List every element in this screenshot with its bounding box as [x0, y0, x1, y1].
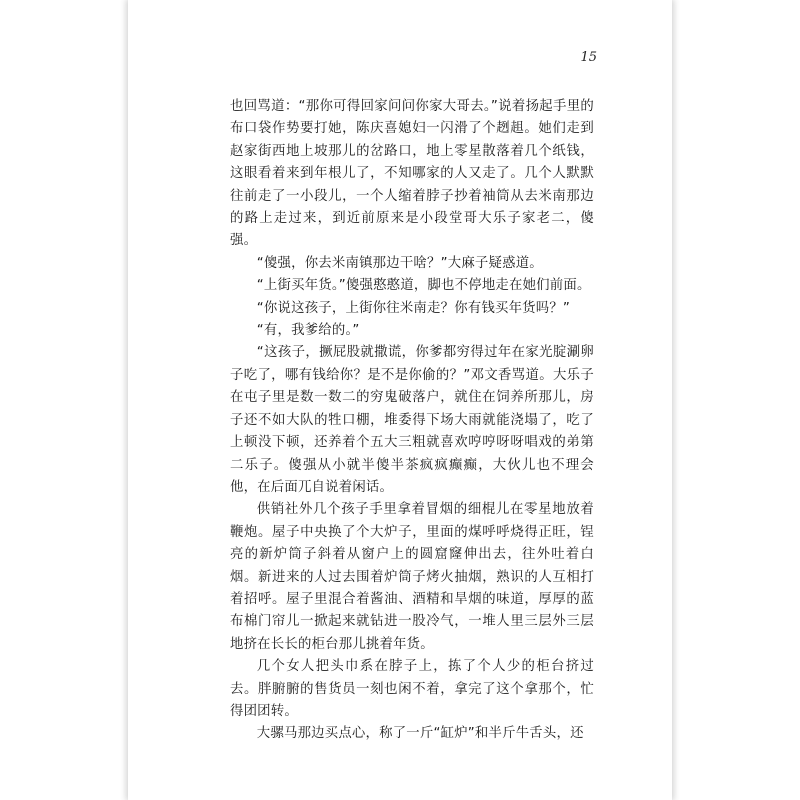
body-text: [230, 96, 594, 746]
paragraph: “你说这孩子，上街你往米南走？你有钱买年货吗？”: [256, 300, 571, 316]
book-page: [128, 0, 672, 800]
paragraph: 大骡马那边买点心，称了一斤“缸炉”和半斤牛舌头，还: [256, 726, 584, 742]
paragraph: “傻强，你去米南镇那边干啥？”大麻子疑惑道。: [256, 255, 543, 271]
paragraph: “有，我爹给的。”: [256, 323, 360, 339]
paragraph: “上街买年货。”傻强憨憨道，脚也不停地走在她们前面。: [256, 278, 591, 294]
paragraph: 也回骂道：“那你可得回家问问你家大哥去。”说着扬起手里的布口袋作势要打她，陈庆喜媳妇一闪滑了个趔趄。她们走到赵家街西地上坡那儿的岔路口，地上零星散落着几个纸钱，这眼看着来到年根儿了，不知哪家的人又走了。几个人默默往前走了一小段儿，一个人缩着脖子抄着袖筒从去米南那边的路上走过来，到近前原来是小段堂哥大乐子家老二，傻强。: [230, 99, 594, 249]
paragraph: 几个女人把头巾系在脖子上，拣了个人少的柜台挤过去。胖腑腑的售货员一刻也闲不着，拿完了这个拿那个，忙得团团转。: [230, 659, 594, 719]
paragraph: “这孩子，撅屁股就撒谎，你爹都穷得过年在家光腚涮卵子吃了，哪有钱给你？是不是你偷的？”邓文香骂道。大乐子在屯子里是数一数二的穷鬼破落户，就住在饲养所那儿，房子还不如大队的牲口棚，堆委得下场大雨就能浇塌了，吃了上顿没下顿，还养着个五大三粗就喜欢哼哼呀呀唱戏的弟第二乐子。傻强从小就半傻半茶疯疯癫癫，大伙儿也不理会他，在后面兀自说着闲话。: [230, 345, 594, 495]
paragraph: 供销社外几个孩子手里拿着冒烟的细棍儿在零星地放着鞭炮。屋子中央换了个大炉子，里面的煤呼呼烧得正旺，锃亮的新炉筒子斜着从窗户上的圆窟窿伸出去，往外吐着白烟。新进来的人过去围着炉筒子烤火抽烟，熟识的人互相打着招呼。屋子里混合着酱油、酒精和旱烟的味道，厚厚的蓝布棉门帘儿一掀起来就钻进一股冷气，一堆人里三层外三层地挤在长长的柜台那儿挑着年货。: [230, 502, 594, 652]
page-number: 15: [580, 50, 597, 65]
